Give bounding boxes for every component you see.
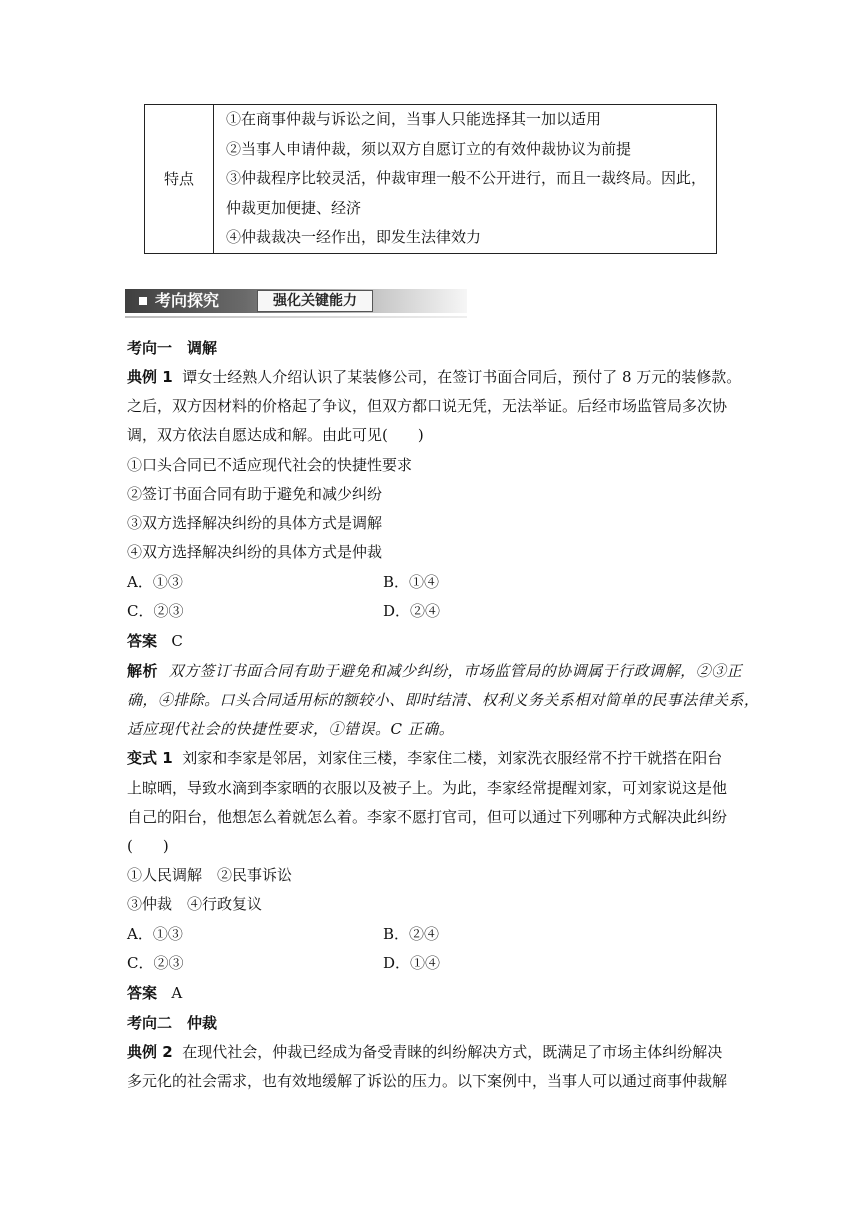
- example-line: 调，双方依法自愿达成和解。由此可见( ): [127, 426, 424, 444]
- option-b: B．②④: [383, 925, 440, 943]
- answer-tag: 答案: [127, 984, 158, 1002]
- answer-value: C: [171, 632, 183, 650]
- answer-value: A: [171, 984, 183, 1002]
- table-label-cell: [145, 105, 214, 253]
- variant-line: 自己的阳台，他想怎么着就怎么着。李家不愿打官司，但可以通过下列哪种方式解决此纠纷: [127, 808, 728, 826]
- list-item: ③仲裁 ④行政复议: [127, 895, 263, 913]
- analysis-line: 确，④排除。口头合同适用标的额较小、即时结清、权利义务关系相对简单的民事法律关系，: [127, 691, 760, 709]
- option-a: A．①③: [127, 573, 183, 591]
- table-row: ③仲裁程序比较灵活，仲裁审理一般不公开进行，而且一裁终局。因此，: [225, 169, 706, 187]
- table-label: 特点: [163, 170, 194, 189]
- banner-underline: [125, 316, 467, 318]
- analysis-line: 适应现代社会的快捷性要求，①错误。C 正确。: [127, 720, 455, 738]
- answer-line: [127, 631, 183, 651]
- analysis-line: [127, 661, 742, 681]
- example-line: [127, 367, 741, 387]
- option-c: C．②③: [127, 602, 184, 620]
- table-row: ②当事人申请仲裁，须以双方自愿订立的有效仲裁协议为前提: [225, 139, 631, 158]
- variant-tag: 变式 1: [127, 749, 173, 767]
- option-a: A．①③: [127, 925, 183, 943]
- option-b: B．①④: [383, 573, 440, 591]
- analysis-tag: 解析: [127, 662, 159, 680]
- variant-text: 刘家和李家是邻居，刘家住三楼，李家住二楼，刘家洗衣服经常不拧干就搭在阳台: [182, 749, 723, 767]
- answer-tag: 答案: [127, 632, 158, 650]
- list-item: ③双方选择解决纠纷的具体方式是调解: [127, 514, 383, 532]
- option-d: D．②④: [383, 602, 441, 620]
- feature-table: [144, 104, 717, 254]
- answer-line: [127, 983, 182, 1003]
- table-row: ①在商事仲裁与诉讼之间，当事人只能选择其一加以适用: [225, 110, 601, 128]
- example-tag: 典例 1: [127, 368, 173, 386]
- section-heading: [127, 1013, 217, 1033]
- variant-line: ( ): [127, 837, 169, 855]
- banner-title: [131, 289, 219, 313]
- square-icon: [139, 297, 147, 305]
- section-banner: [125, 287, 467, 319]
- example-text: 在现代社会，仲裁已经成为备受青睐的纠纷解决方式，既满足了市场主体纠纷解决: [182, 1043, 723, 1061]
- example-text: 谭女士经熟人介绍认识了某装修公司，在签订书面合同后，预付了 8 万元的装修款。: [182, 368, 742, 386]
- list-item: ④双方选择解决纠纷的具体方式是仲裁: [127, 543, 383, 561]
- section-heading: [127, 338, 217, 358]
- table-row: 仲裁更加便捷、经济: [225, 198, 361, 217]
- analysis-text: 双方签订书面合同有助于避免和减少纠纷，市场监管局的协调属于行政调解，②③正: [168, 662, 743, 680]
- section-heading-text: 考向二 仲裁: [127, 1014, 218, 1032]
- example-line: 多元化的社会需求，也有效地缓解了诉讼的压力。以下案例中，当事人可以通过商事仲裁解: [127, 1072, 728, 1090]
- table-row: ④仲裁裁决一经作出，即发生法律效力: [225, 228, 481, 246]
- banner-subtitle: 强化关键能力: [257, 290, 373, 312]
- variant-line: 上晾晒，导致水滴到李家晒的衣服以及被子上。为此，李家经常提醒刘家，可刘家说这是他: [127, 779, 728, 797]
- option-d: D．①④: [383, 954, 441, 972]
- example-tag: 典例 2: [127, 1043, 173, 1061]
- option-c: C．②③: [127, 954, 184, 972]
- list-item: ②签订书面合同有助于避免和减少纠纷: [127, 485, 383, 503]
- variant-line: [127, 748, 722, 768]
- example-line: [127, 1042, 722, 1062]
- table-content-cell: [214, 105, 716, 253]
- section-heading-text: 考向一 调解: [127, 339, 218, 357]
- list-item: ①口头合同已不适应现代社会的快捷性要求: [127, 456, 413, 474]
- example-line: 之后，双方因材料的价格起了争议，但双方都口说无凭，无法举证。后经市场监管局多次协: [127, 397, 728, 415]
- list-item: ①人民调解 ②民事诉讼: [127, 866, 293, 884]
- banner-title-text: 考向探究: [155, 291, 220, 310]
